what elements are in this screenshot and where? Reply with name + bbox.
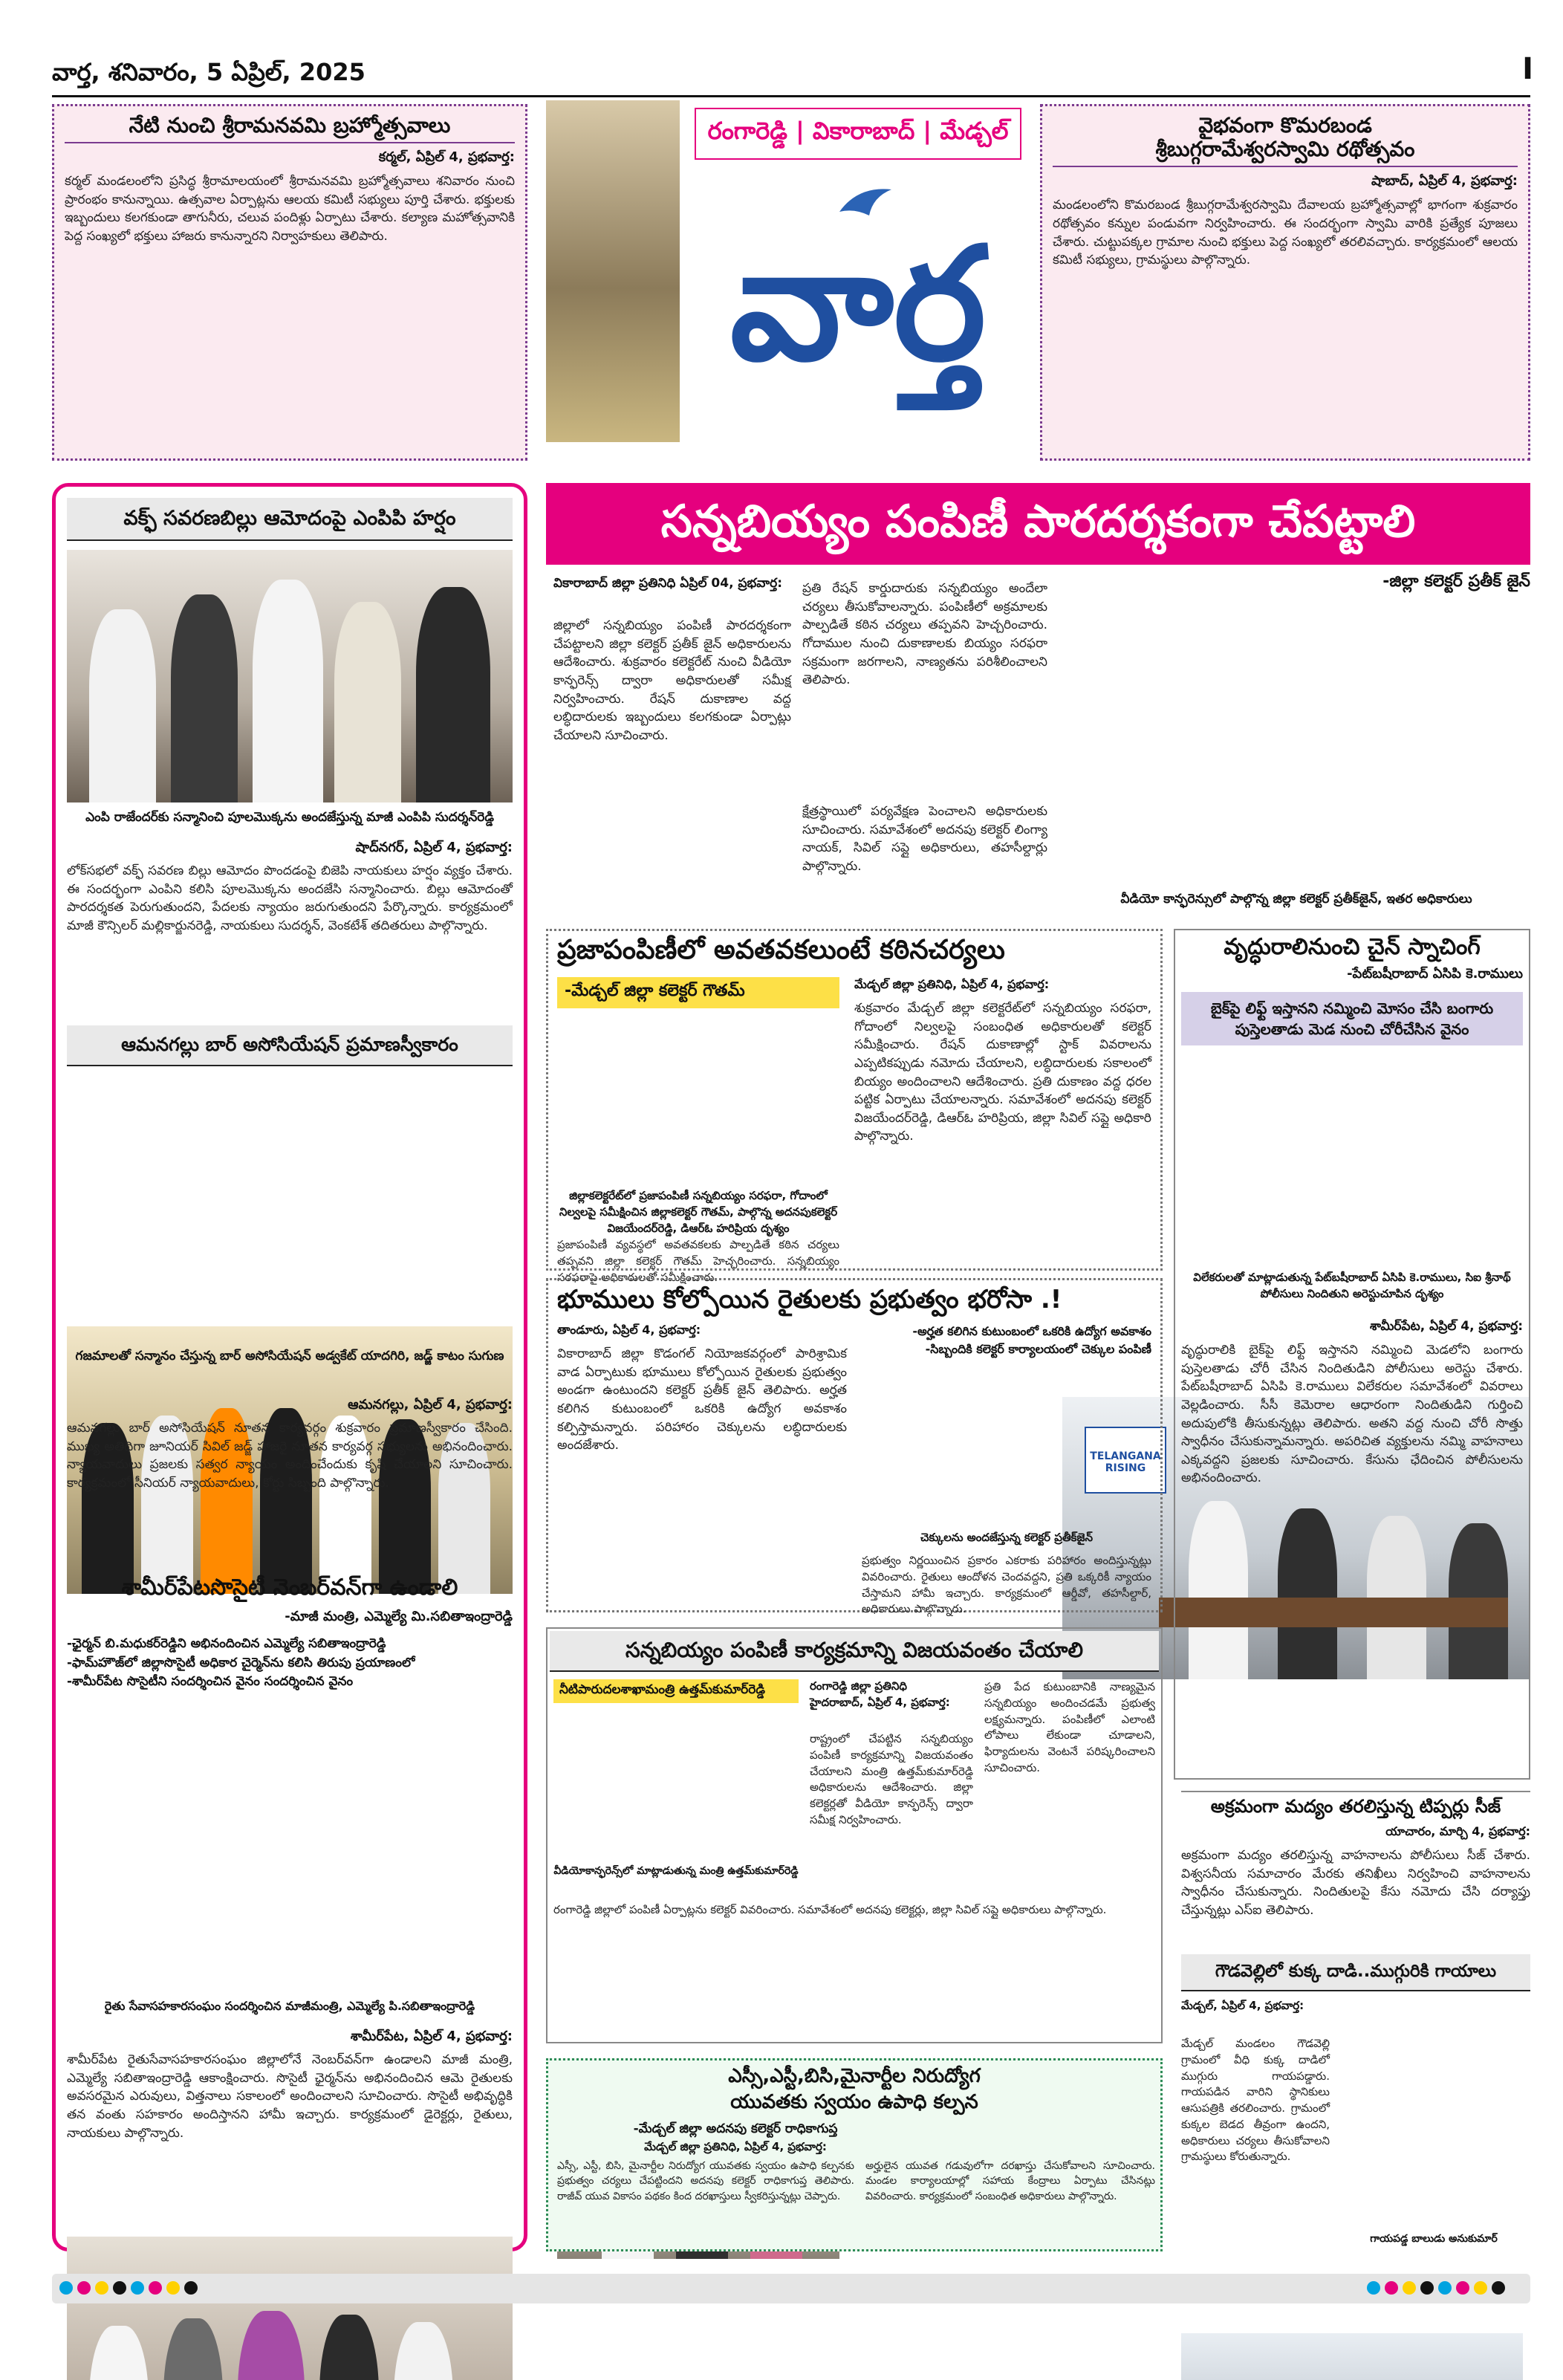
shamirpet-bullet-3: -శామీర్‌పేట సొసైటీని సందర్శించిన వైనం సందర్శించిన వైనం xyxy=(67,1674,354,1689)
waqf-photo xyxy=(67,550,513,802)
shamirpet-dateline: శామీర్‌పేట, ఏప్రిల్ 4, ప్రభవార్త: xyxy=(350,2029,513,2044)
liquor-headline: అక్రమంగా మద్యం తరలిస్తున్న టిప్పర్లు సీజ్ xyxy=(1181,1791,1530,1818)
sc-body-left: ఎస్సీ, ఎస్టీ, బిసి, మైనార్టీల నిరుద్యోగ యువతకు స్వయం ఉపాధి కల్పనకు ప్రభుత్వం చర్యలు చేపట్టిందని అదనపు కలెక్టర్ రాధికాగుప్త తెలిపారు. రాజీవ్ యువ వికాసం పథకం కింద దరఖాస్తులు స్వీకరిస్తున్నట్లు చెప్పారు. xyxy=(557,2160,854,2202)
temple-photo xyxy=(546,100,680,442)
land-bullet-2: -సిబ్బందికి కలెక్టర్ కార్యాలయంలో చెక్కుల పంపిణీ xyxy=(925,1342,1151,1356)
rice-headline: సన్నబియ్యం పంపిణీ పారదర్శకంగా చేపట్టాలి xyxy=(546,483,1530,565)
sc-headline-1: ఎస్సీ,ఎస్టీ,బిసి,మైనార్టీల నిరుద్యోగ xyxy=(728,2065,981,2087)
shamirpet-headline: శామీర్‌పేటసొసైటీ నెంబర్‌వన్‌గా ఉండాలి xyxy=(121,1575,458,1601)
liquor-dateline: యాచారం, మార్చి 4, ప్రభవార్త: xyxy=(1385,1824,1530,1838)
land-body-right: ప్రభుత్వం నిర్ణయించిన ప్రకారం ఎకరాకు పరిహారం అందిస్తున్నట్లు వివరించారు. రైతులు ఆందోళన చెందవద్దని, ప్రతి ఒక్కరికీ న్యాయం చేస్తామని హామీ ఇచ్చారు. కార్యక్రమంలో ఆర్డీవో, తహసీల్దార్, అధికారులు పాల్గొన్నారు. xyxy=(862,1554,1151,1616)
rice-body-col2: ప్రతి రేషన్ కార్డుదారుకు సన్నబియ్యం అందేలా చర్యలు తీసుకోవాలన్నారు. పంపిణీలో అక్రమాలకు పాల్పడితే కఠిన చర్యలు తప్పవని హెచ్చరించారు. గోదాముల నుంచి దుకాణాలకు బియ్యం సరఫరా సక్రమంగా జరగాలని, నాణ్యతను పరిశీలించాలని తెలిపారు. xyxy=(802,581,1047,688)
shamirpet-body: శామీర్‌పేట రైతుసేవాసహకారసంఘం జిల్లాలోనే నెంబర్‌వన్‌గా ఉండాలని మాజీ మంత్రి, ఎమ్మెల్యే సబితాఇంద్రారెడ్డి ఆకాంక్షించారు. సొసైటీ ఛైర్మన్‌ను అభినందించిన ఆమె రైతులకు అవసరమైన ఎరువులు, విత్తనాలు సకాలంలో అందించాలని సూచించారు. సొసైటీ అభివృద్ధికి తన వంతు సహకారం అందిస్తానని హామీ ఇచ్చారు. కార్యక్రమంలో డైరెక్టర్లు, రైతులు, నాయకులు పాల్గొన్నారు. xyxy=(67,2052,513,2141)
shamirpet-bullet-1: -ఛైర్మన్ బి.మధుకర్‌రెడ్డిని అభినందించిన ఎమ్మెల్యే సబితాఇంద్రారెడ్డి xyxy=(67,1636,386,1651)
komarabanda-body: మండలంలోని కొమరబండ శ్రీబుగ్గరామేశ్వరస్వామి దేవాలయ బ్రహ్మోత్సవాల్లో భాగంగా శుక్రవారం రథోత్సవం కన్నుల పండువగా నిర్వహించారు. ఈ సందర్భంగా స్వామి వారికి ప్రత్యేక పూజలు చేశారు. చుట్టుపక్కల గ్రామాల నుంచి భక్తులు పెద్ద సంఖ్యలో తరలివచ్చారు. కార్యక్రమంలో ఆలయ కమిటీ సభ్యులు, గ్రామస్థులు పాల్గొన్నారు. xyxy=(1053,198,1518,268)
chain-body: వృద్ధురాలికి బైక్‌పై లిఫ్ట్ ఇస్తానని నమ్మించి మెడలోని బంగారు పుస్తెలతాడు చోరీ చేసిన నిందితుడిని పోలీసులు అరెస్టు చేశారు. పేట్‌బషీరాబాద్ ఏసిపి కె.రాములు విలేకరుల సమావేశంలో వివరాలు వెల్లడించారు. సీసీ కెమెరాల ఆధారంగా నిందితుడిని గుర్తించి అదుపులోకి తీసుకున్నట్లు తెలిపారు. అతని వద్ద నుంచి చోరీ సొత్తు స్వాధీనం చేసుకున్నామన్నారు. అపరిచిత వ్యక్తులను నమ్మి వాహనాలు ఎక్కవద్దని ప్రజలకు సూచించారు. కేసును ఛేదించిన పోలీసులను అభినందించారు. xyxy=(1181,1343,1523,1486)
bar-dateline: ఆమనగల్లు, ఏప్రిల్ 4, ప్రభవార్త: xyxy=(348,1397,513,1413)
sc-headline-2: యువతకు స్వయం ఉపాధి కల్పన xyxy=(730,2091,978,2113)
shamirpet-bullet-2: -ఫామ్‌హౌజ్‌లో జిల్లాసొసైటీ అధికార చైర్మెన్‌ను కలిసి తిరుపు ప్రయాణంలో xyxy=(67,1655,415,1670)
medchal-headline: ప్రజాపంపిణీలో అవతవకలుంటే కఠినచర్యలు xyxy=(557,935,1005,965)
bar-body: ఆమనగల్లు బార్ అసోసియేషన్ నూతన కార్యవర్గం శుక్రవారం ప్రమాణస్వీకారం చేసింది. ముఖ్య అతిథిగా జూనియర్ సివిల్ జడ్జ్ హాజరై నూతన కార్యవర్గ సభ్యులను అభినందించారు. న్యాయవాదులు ప్రజలకు సత్వర న్యాయం అందించేందుకు కృషి చేయాలని సూచించారు. కార్యక్రమంలో సీనియర్ న్యాయవాదులు, కోర్టు సిబ్బంది పాల్గొన్నారు. xyxy=(67,1421,513,1491)
shamirpet-bullets xyxy=(67,1635,513,1692)
masthead-block xyxy=(546,100,1021,457)
footer-bar xyxy=(52,2274,1530,2303)
color-registration-right xyxy=(1367,2281,1510,2298)
dove-icon xyxy=(836,182,895,227)
rice2-body-right: రంగారెడ్డి జిల్లాలో పంపిణీ ఏర్పాట్లను కలెక్టర్ వివరించారు. సమావేశంలో అదనపు కలెక్టర్లు, జిల్లా సివిల్ సప్లై అధికారులు పాల్గొన్నారు. xyxy=(553,1903,1107,1916)
rice2-caption: వీడియోకాన్ఫరెన్స్‌లో మాట్లాడుతున్న మంత్రి ఉత్తమ్‌కుమార్‌రెడ్డి xyxy=(553,1865,799,1877)
medchal-body-left: ప్రజాపంపిణీ వ్యవస్థలో అవతవకలకు పాల్పడితే కఠిన చర్యలు తప్పవని జిల్లా కలెక్టర్ గౌతమ్ హెచ్చరించారు. సన్నబియ్యం సరఫరాపై అధికారులతో సమీక్షించారు. xyxy=(557,1238,839,1284)
dog-dateline: మేడ్చల్, ఏప్రిల్ 4, ప్రభవార్త: xyxy=(1181,1999,1304,2012)
land-caption: చెక్కులను అందజేస్తున్న కలెక్టర్ ప్రతీక్‌జైన్ xyxy=(920,1531,1093,1544)
rice2-headline: సన్నబియ్యం పంపిణీ కార్యక్రమాన్ని విజయవంతం చేయాలి xyxy=(550,1631,1159,1672)
medchal-body-right: శుక్రవారం మేడ్చల్ జిల్లా కలెక్టరేట్‌లో సన్నబియ్యం సరఫరా, గోదాంలో నిల్వలపై సంబంధిత అధికారులతో కలెక్టర్ సమీక్షించారు. రేషన్ దుకాణాల్లో స్టాక్ వివరాలను ఎప్పటికప్పుడు నమోదు చేయాలని, లబ్ధిదారులకు సకాలంలో బియ్యం అందించాలని ఆదేశించారు. ప్రతి దుకాణం వద్ద ధరల పట్టిక ఏర్పాటు చేయాలన్నారు. సమావేశంలో అదనపు కలెక్టర్ విజయేందర్‌రెడ్డి, డిఆర్‌ఓ హరిప్రియ, జిల్లా సివిల్ సప్లై అధికారి పాల్గొన్నారు. xyxy=(854,1001,1151,1144)
sc-byline: -మేడ్చల్ జిల్లా అదనపు కలెక్టర్ రాధికాగుప్త xyxy=(633,2121,838,2136)
rice2-byline: నీటిపారుదలశాఖామంత్రి ఉత్తమ్‌కుమార్‌రెడ్డి xyxy=(553,1679,799,1703)
ramanavami-dateline: కర్మల్, ఏప్రిల్ 4, ప్రభవార్త: xyxy=(378,149,515,166)
komarabanda-box xyxy=(1040,104,1530,461)
bar-caption: గజమాలతో సన్మానం చేస్తున్న బార్ అసోసియేషన్ అడ్వకేట్ యాదగిరి, జడ్జ్ కాటం సుగుణ xyxy=(75,1349,504,1364)
komarabanda-headline-2: శ్రీబుగ్గరామేశ్వరస్వామి రథోత్సవం xyxy=(1053,137,1518,167)
land-body-left: వికారాబాద్ జిల్లా కొడంగల్ నియోజకవర్గంలో పారిశ్రామిక వాడ ఏర్పాటుకు భూములు కోల్పోయిన రైతులకు ప్రభుత్వం అండగా ఉంటుందని కలెక్టర్ ప్రతీక్ జైన్ తెలిపారు. అర్హత కలిగిన కుటుంబంలో ఒకరికి ఉద్యోగ అవకాశం కల్పిస్తామన్నారు. పరిహారం చెక్కులను లబ్ధిదారులకు అందజేశారు. xyxy=(557,1346,847,1453)
ramanavami-headline: నేటి నుంచి శ్రీరామనవమి బ్రహ్మోత్సవాలు xyxy=(65,114,515,143)
komarabanda-dateline: షాబాద్, ఏప్రిల్ 4, ప్రభవార్త: xyxy=(1371,173,1518,189)
rice-caption: వీడియో కాన్ఫరెన్సులో పాల్గొన్న జిల్లా కలెక్టర్ ప్రతీక్‌జైన్, ఇతర అధికారులు xyxy=(1120,892,1472,907)
chain-dateline: శామీర్‌పేట, ఏప్రిల్ 4, ప్రభవార్త: xyxy=(1369,1319,1523,1334)
waqf-headline: వక్ఫ్ సవరణబిల్లు ఆమోదంపై ఎంపిపి హర్షం xyxy=(67,498,513,541)
chain-headline: వృద్ధురాలినుంచి చైన్ స్నాచింగ్ xyxy=(1224,934,1481,960)
district-tab-label: రంగారెడ్డి | వికారాబాద్ | మేడ్చల్ xyxy=(707,117,1009,145)
medchal-byline: -మేడ్చల్ జిల్లా కలెక్టర్ గౌతమ్ xyxy=(557,977,839,1008)
shamirpet-photo xyxy=(67,2237,513,2380)
waqf-dateline: షాద్‌నగర్, ఏప్రిల్ 4, ప్రభవార్త: xyxy=(355,840,513,855)
header-rule xyxy=(52,95,1530,97)
rice-body-col1: జిల్లాలో సన్నబియ్యం పంపిణీ పారదర్శకంగా చేపట్టాలని జిల్లా కలెక్టర్ ప్రతీక్ జైన్ అధికారులను ఆదేశించారు. శుక్రవారం కలెక్టరేట్ నుంచి వీడియో కాన్ఫరెన్స్ ద్వారా అధికారులతో సమీక్ష నిర్వహించారు. రేషన్ దుకాణాల వద్ద లబ్ధిదారులకు ఇబ్బందులు కలగకుండా ఏర్పాట్లు చేయాలని సూచించారు. xyxy=(553,618,791,743)
land-dateline: తాండూరు, ఏప్రిల్ 4, ప్రభవార్త: xyxy=(557,1323,701,1337)
shamirpet-byline: -మాజీ మంత్రి, ఎమ్మెల్యే మి.సబితాఇంద్రారెడ్డి xyxy=(285,1609,513,1624)
ramanavami-box xyxy=(52,104,527,461)
page-number: I xyxy=(1522,52,1533,86)
medchal-dateline: మేడ్చల్ జిల్లా ప్రతినిధి, ఏప్రిల్ 4, ప్రభవార్త: xyxy=(854,977,1050,991)
chain-highlight: బైక్‌పై లిఫ్ట్ ఇస్తానని నమ్మించి మోసం చేసి బంగారు పుస్తెలతాడు మెడ నుంచి చోరీచేసిన వైనం xyxy=(1181,992,1523,1045)
chain-caption: విలేకరులతో మాట్లాడుతున్న పేట్‌బషీరాబాద్ ఏసిపి కె.రాములు, సిఐ శ్రీనాథ్ పోలీసులు నిందితుని అరెస్టుచూపిన దృశ్యం xyxy=(1193,1271,1511,1300)
ramanavami-body: కర్మల్ మండలంలోని ప్రసిద్ధ శ్రీరామాలయంలో శ్రీరామనవమి బ్రహ్మోత్సవాలు శనివారం నుంచి ప్రారంభం కానున్నాయి. ఉత్సవాల ఏర్పాట్లను ఆలయ కమిటీ సభ్యులు పూర్తి చేశారు. భక్తులకు ఇబ్బందులు కలగకుండా తాగునీరు, చలువ పందిళ్లు ఏర్పాటు చేశారు. కల్యాణ మహోత్సవానికి పెద్ద సంఖ్యలో భక్తులు హాజరు కానున్నారని నిర్వాహకులు తెలిపారు. xyxy=(65,174,515,244)
dog-headline: గౌడవెల్లిలో కుక్క దాడి..ముగ్గురికి గాయాలు xyxy=(1181,1954,1530,1991)
rice-body-col3: క్షేత్రస్థాయిలో పర్యవేక్షణ పెంచాలని అధికారులకు సూచించారు. సమావేశంలో అదనపు కలెక్టర్ లింగ్యా నాయక్, సివిల్ సప్లై అధికారులు, తహసీల్దార్లు పాల్గొన్నారు. xyxy=(802,804,1047,874)
medchal-caption: జిల్లాకలెక్టరేట్‌లో ప్రజాపంపిణీ సన్నబియ్యం సరఫరా, గోదాంలో నిల్వలపై సమీక్షించిన జిల్లాకలెక్టర్ గౌతమ్, పాల్గొన్న అదనపుకలెక్టర్ విజయేందర్‌రెడ్డి, డిఆర్‌ఓ హరిప్రియ దృశ్యం xyxy=(559,1189,838,1235)
rice-photo: TELANGANA RISING xyxy=(1062,1397,1530,1679)
dateline: వార్త, శనివారం, 5 ఏప్రిల్, 2025 xyxy=(52,58,365,86)
chain-byline: -పేట్‌బషీరాబాద్ ఏసిపి కె.రాములు xyxy=(1347,966,1523,982)
masthead-title: వార్త xyxy=(729,213,987,395)
masthead-logo xyxy=(695,167,1021,442)
rice2-body-left: రాష్ట్రంలో చేపట్టిన సన్నబియ్యం పంపిణీ కార్యక్రమాన్ని విజయవంతం చేయాలని మంత్రి ఉత్తమ్‌కుమార్‌రెడ్డి అధికారులను ఆదేశించారు. జిల్లా కలెక్టర్లతో వీడియో కాన్ఫరెన్స్ ద్వారా సమీక్ష నిర్వహించారు. xyxy=(810,1732,973,1826)
sc-body-right: అర్హులైన యువత గడువులోగా దరఖాస్తు చేసుకోవాలని సూచించారు. మండల కార్యాలయాల్లో సహాయ కేంద్రాలు ఏర్పాటు చేసినట్లు వివరించారు. కార్యక్రమంలో సంబంధిత అధికారులు పాల్గొన్నారు. xyxy=(865,2160,1155,2202)
bar-headline: ఆమనగల్లు బార్ అసోసియేషన్ ప్రమాణస్వీకారం xyxy=(67,1025,513,1066)
dog-caption: గాయపడ్డ బాలుడు అనుకుమార్ xyxy=(1370,2233,1498,2245)
land-bullets xyxy=(862,1323,1151,1358)
komarabanda-headline-1: వైభవంగా కొమరబండ xyxy=(1198,113,1372,137)
waqf-body: లోక్‌సభలో వక్ఫ్ సవరణ బిల్లు ఆమోదం పొందడంపై బిజెపి నాయకులు హర్షం వ్యక్తం చేశారు. ఈ సందర్భంగా ఎంపిని కలిసి పూలమొక్కను అందజేసి సన్మానించారు. బిల్లు ఆమోదంతో పారదర్శకత పెరుగుతుందని, పేదలకు న్యాయం జరుగుతుందని పేర్కొన్నారు. కార్యక్రమంలో మాజీ కౌన్సిలర్ మల్లికార్జునరెడ్డి, నాయకులు సుదర్శన్, వెంకటేశ్ తదితరులు పాల్గొన్నారు. xyxy=(67,863,513,933)
rice-dateline: వికారాబాద్ జిల్లా ప్రతినిధి ఏప్రిల్ 04, ప్రభవార్త: xyxy=(553,576,782,591)
sc-dateline: మేడ్చల్ జిల్లా ప్రతినిధి, ఏప్రిల్ 4, ప్రభవార్త: xyxy=(644,2140,827,2153)
district-tab xyxy=(695,108,1021,160)
color-registration-left xyxy=(59,2281,202,2298)
waqf-caption: ఎంపి రాజేందర్‌కు సన్మానించి పూలమొక్కను అందజేస్తున్న మాజీ ఎంపిపి సుదర్శన్‌రెడ్డి xyxy=(85,810,494,825)
rice2-body-mid: ప్రతి పేద కుటుంబానికి నాణ్యమైన సన్నబియ్యం అందించడమే ప్రభుత్వ లక్ష్యమన్నారు. పంపిణీలో ఎలాంటి లోపాలు లేకుండా చూడాలని, ఫిర్యాదులను వెంటనే పరిష్కరించాలని సూచించారు. xyxy=(984,1680,1155,1774)
shamirpet-caption: రైతు సేవాసహకారసంఘం సందర్శించిన మాజీమంత్రి, ఎమ్మెల్యే పి.సబితాఇంద్రారెడ్డి xyxy=(104,1999,475,2013)
rice2-dateline: రంగారెడ్డి జిల్లా ప్రతినిధి హైదరాబాద్, ఏప్రిల్ 4, ప్రభవార్త: xyxy=(810,1679,950,1709)
land-bullet-1: -అర్హత కలిగిన కుటుంబంలో ఒకరికి ఉద్యోగ అవకాశం xyxy=(912,1324,1151,1338)
liquor-body: అక్రమంగా మద్యం తరలిస్తున్న వాహనాలను పోలీసులు సీజ్ చేశారు. విశ్వసనీయ సమాచారం మేరకు తనిఖీలు నిర్వహించి వాహనాలను స్వాధీనం చేసుకున్నారు. నిందితులపై కేసు నమోదు చేసి దర్యాప్తు చేస్తున్నట్లు ఎస్‌ఐ తెలిపారు. xyxy=(1181,1848,1530,1918)
dog-body: మేడ్చల్ మండలం గౌడవెల్లి గ్రామంలో వీధి కుక్క దాడిలో ముగ్గురు గాయపడ్డారు. గాయపడిన వారిని స్థానికులు ఆసుపత్రికి తరలించారు. గ్రామంలో కుక్కల బెడద తీవ్రంగా ఉందని, అధికారులు చర్యలు తీసుకోవాలని గ్రామస్థులు కోరుతున్నారు. xyxy=(1181,2037,1330,2164)
land-headline: భూములు కోల్పోయిన రైతులకు ప్రభుత్వం భరోసా .! xyxy=(557,1285,1062,1314)
rice-byline: -జిల్లా కలెక్టర్ ప్రతీక్ జైన్ xyxy=(1382,572,1530,591)
chain-photo xyxy=(1181,2333,1523,2380)
